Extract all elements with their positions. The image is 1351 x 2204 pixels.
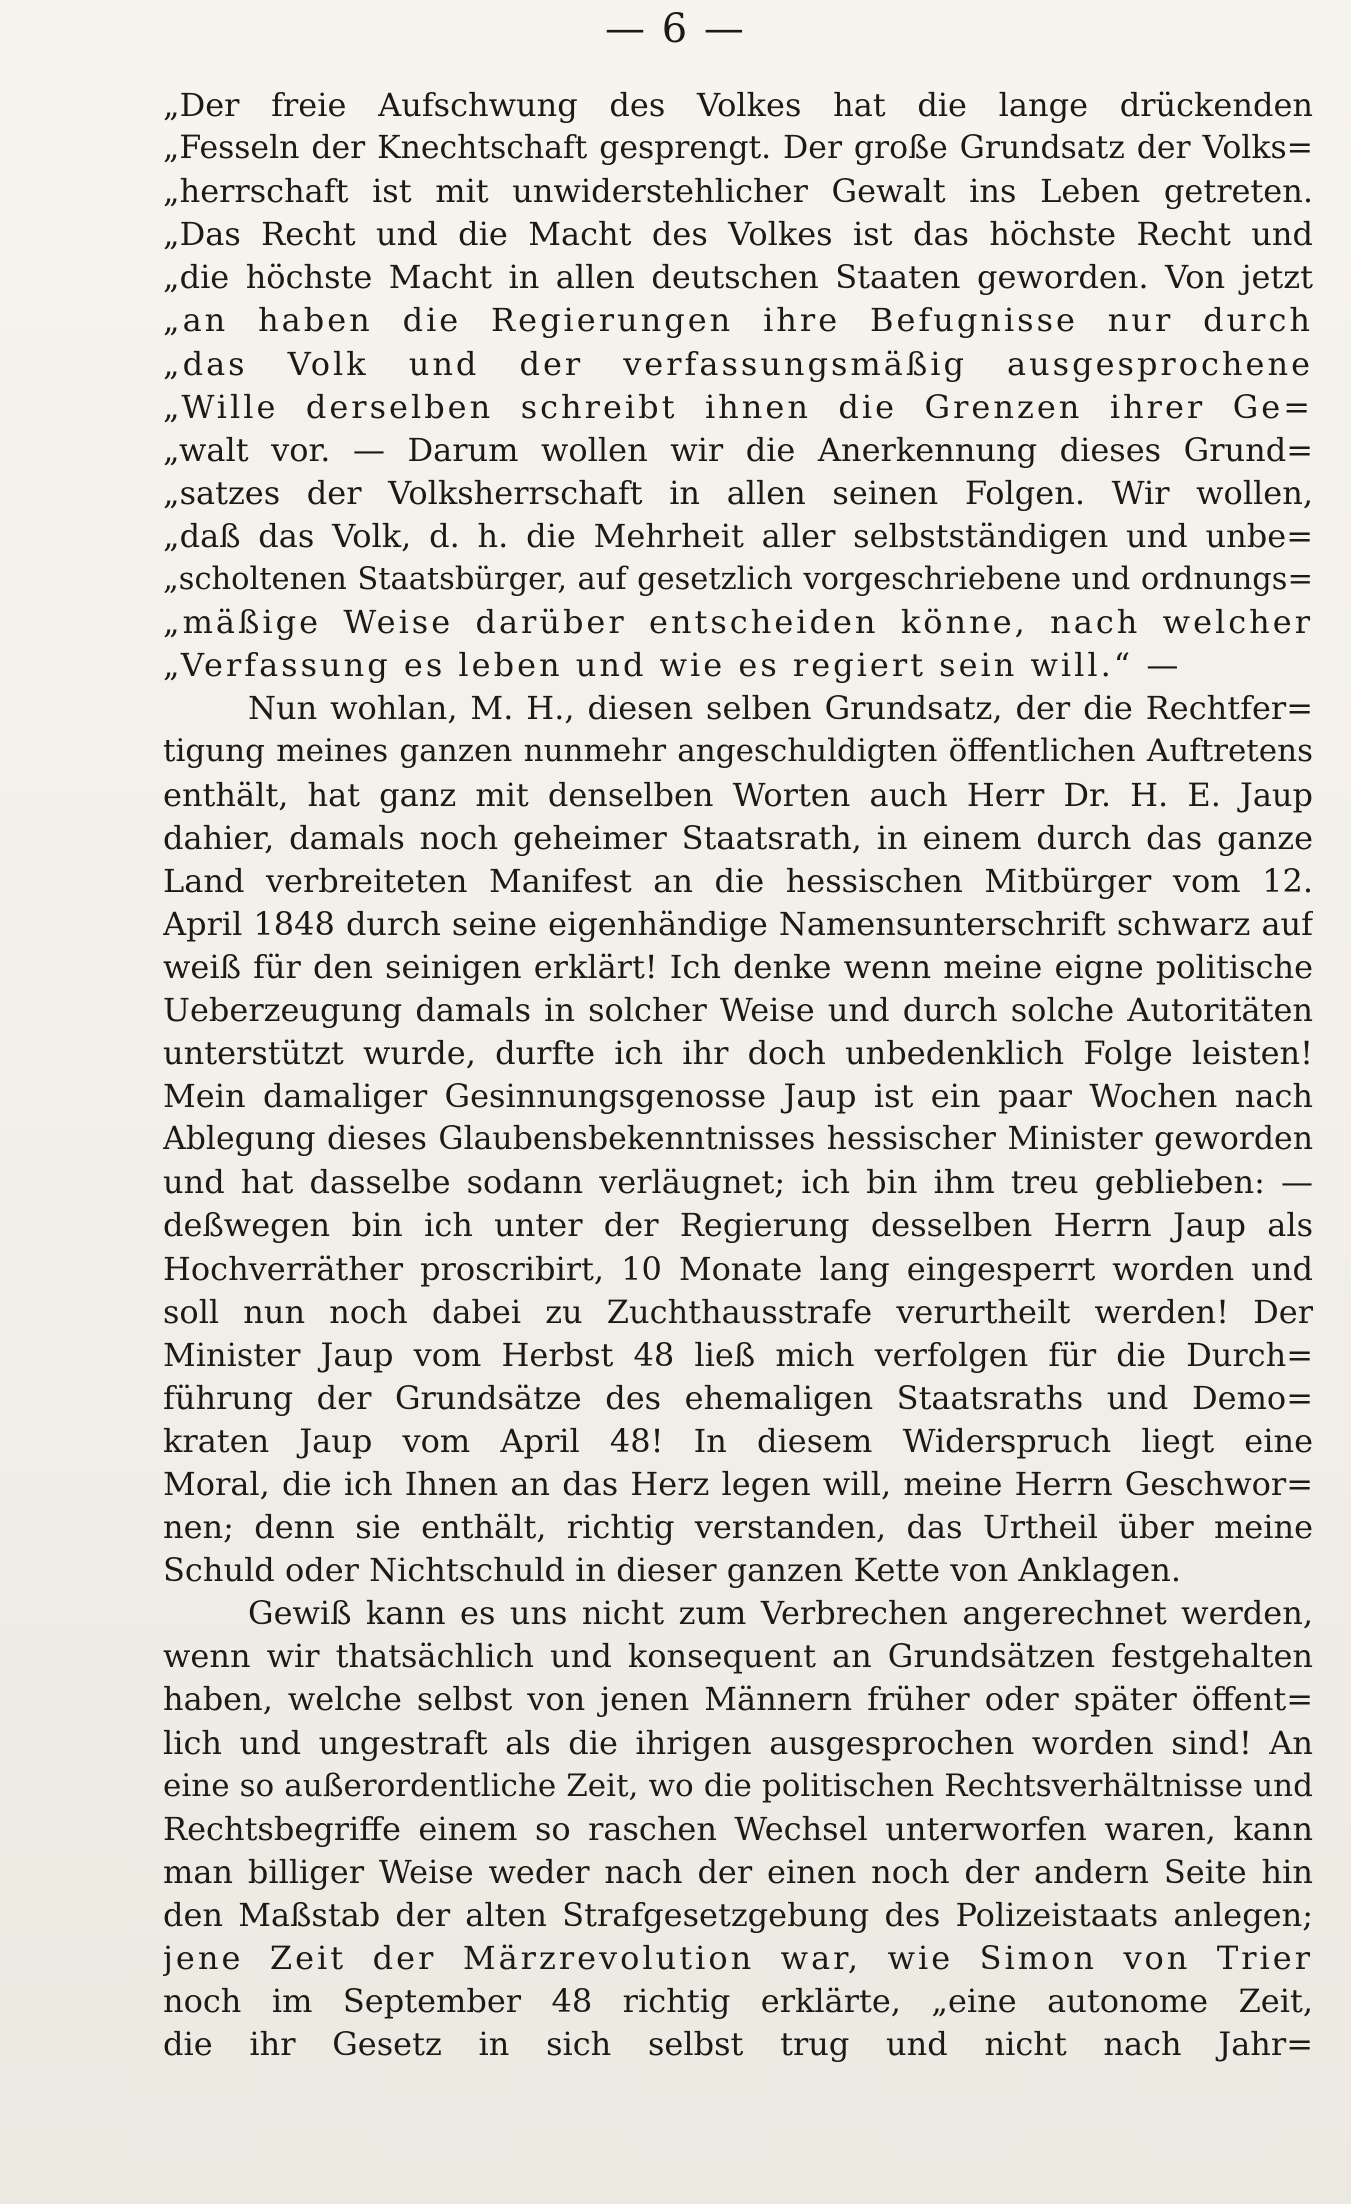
text-line: den Maßstab der alten Strafgesetzgebung des Polizeistaats anlegen; — [163, 1895, 1313, 1934]
text-line: nen; denn sie enthält, richtig verstanden, das Urtheil über meine — [163, 1508, 1313, 1547]
text-line: kraten Jaup vom April 48! In diesem Widerspruch liegt eine — [163, 1421, 1313, 1460]
text-line: Ueberzeugung damals in solcher Weise und durch solche Autoritäten — [163, 990, 1313, 1029]
page-number: — 6 — — [605, 6, 746, 52]
text-line: und hat dasselbe sodann verläugnet; ich bin ihm treu geblieben: — — [163, 1163, 1313, 1202]
text-line: haben, welche selbst von jenen Männern früher oder später öffent= — [163, 1680, 1313, 1719]
text-line: Land verbreiteten Manifest an die hessischen Mitbürger vom 12. — [163, 861, 1313, 900]
text-line: wenn wir thatsächlich und konsequent an Grundsätzen festgehalten — [163, 1637, 1313, 1676]
text-line: Hochverräther proscribirt, 10 Monate lang eingesperrt worden und — [163, 1249, 1313, 1288]
text-line: Rechtsbegriffe einem so raschen Wechsel unterworfen waren, kann — [163, 1809, 1313, 1848]
text-line: „herrschaft ist mit unwiderstehlicher Gewalt ins Leben getreten. — [163, 172, 1313, 211]
text-line: Nun wohlan, M. H., diesen selben Grundsatz, der die Rechtfer= — [248, 689, 1313, 728]
text-line: „Das Recht und die Macht des Volkes ist das höchste Recht und — [163, 215, 1313, 254]
text-line: die ihr Gesetz in sich selbst trug und nicht nach Jahr= — [163, 2025, 1313, 2064]
text-line: „Fesseln der Knechtschaft gesprengt. Der große Grundsatz der Volks= — [163, 130, 1313, 167]
text-line: weiß für den seinigen erklärt! Ich denke wenn meine eigne politische — [163, 947, 1313, 986]
text-line: Moral, die ich Ihnen an das Herz legen will, meine Herrn Geschwor= — [163, 1465, 1313, 1503]
text-line: Gewiß kann es uns nicht zum Verbrechen angerechnet werden, — [248, 1594, 1313, 1633]
text-line: „Der freie Aufschwung des Volkes hat die lange drückenden — [163, 86, 1313, 124]
text-line: April 1848 durch seine eigenhändige Namensunterschrift schwarz auf — [163, 904, 1313, 943]
text-line: „die höchste Macht in allen deutschen Staaten geworden. Von jetzt — [163, 258, 1313, 297]
text-line: Schuld oder Nichtschuld in dieser ganzen Kette von Anklagen. — [163, 1551, 1181, 1590]
text-line: „daß das Volk, d. h. die Mehrheit aller selbstständigen und unbe= — [163, 516, 1313, 555]
text-line: „an haben die Regierungen ihre Befugnisse nur durch — [163, 301, 1313, 340]
text-line: führung der Grundsätze des ehemaligen Staatsraths und Demo= — [163, 1378, 1313, 1417]
text-line: tigung meines ganzen nunmehr angeschuldigten öffentlichen Auftretens — [163, 733, 1313, 770]
text-line: dahier, damals noch geheimer Staatsrath, in einem durch das ganze — [163, 818, 1313, 857]
text-line: eine so außerordentliche Zeit, wo die politischen Rechtsverhältnisse und — [163, 1767, 1313, 1804]
text-line: deßwegen bin ich unter der Regierung desselben Herrn Jaup als — [163, 1206, 1313, 1245]
text-line: enthält, hat ganz mit denselben Worten auch Herr Dr. H. E. Jaup — [163, 775, 1313, 814]
text-line: man billiger Weise weder nach der einen noch der andern Seite hin — [163, 1852, 1313, 1891]
text-line: unterstützt wurde, durfte ich ihr doch unbedenklich Folge leisten! — [163, 1034, 1313, 1073]
text-line: Ablegung dieses Glaubensbekenntnisses hessischer Minister geworden — [163, 1121, 1313, 1158]
text-line: soll nun noch dabei zu Zuchthausstrafe verurtheilt werden! Der — [163, 1292, 1313, 1331]
text-line: jene Zeit der Märzrevolution war, wie Simon von Trier — [163, 1939, 1313, 1978]
text-line: Minister Jaup vom Herbst 48 ließ mich verfolgen für die Durch= — [163, 1335, 1313, 1374]
text-line: „mäßige Weise darüber entscheiden könne, nach welcher — [163, 603, 1313, 642]
text-line: „walt vor. — Darum wollen wir die Anerkennung dieses Grund= — [163, 430, 1313, 469]
text-line: noch im September 48 richtig erklärte, „eine autonome Zeit, — [163, 1982, 1313, 2021]
text-line: „das Volk und der verfassungsmäßig ausgesprochene — [163, 344, 1313, 383]
text-line: „Wille derselben schreibt ihnen die Grenzen ihrer Ge= — [163, 387, 1313, 426]
text-line: Mein damaliger Gesinnungsgenosse Jaup ist ein paar Wochen nach — [163, 1077, 1313, 1116]
text-line: „satzes der Volksherrschaft in allen seinen Folgen. Wir wollen, — [163, 473, 1313, 512]
body-text — [163, 84, 1313, 2066]
text-line: „Verfassung es leben und wie es regiert sein will.“ — — [163, 646, 1182, 685]
text-line: lich und ungestraft als die ihrigen ausgesprochen worden sind! An — [163, 1723, 1313, 1762]
text-line: „scholtenen Staatsbürger, auf gesetzlich vorgeschriebene und ordnungs= — [163, 562, 1313, 598]
